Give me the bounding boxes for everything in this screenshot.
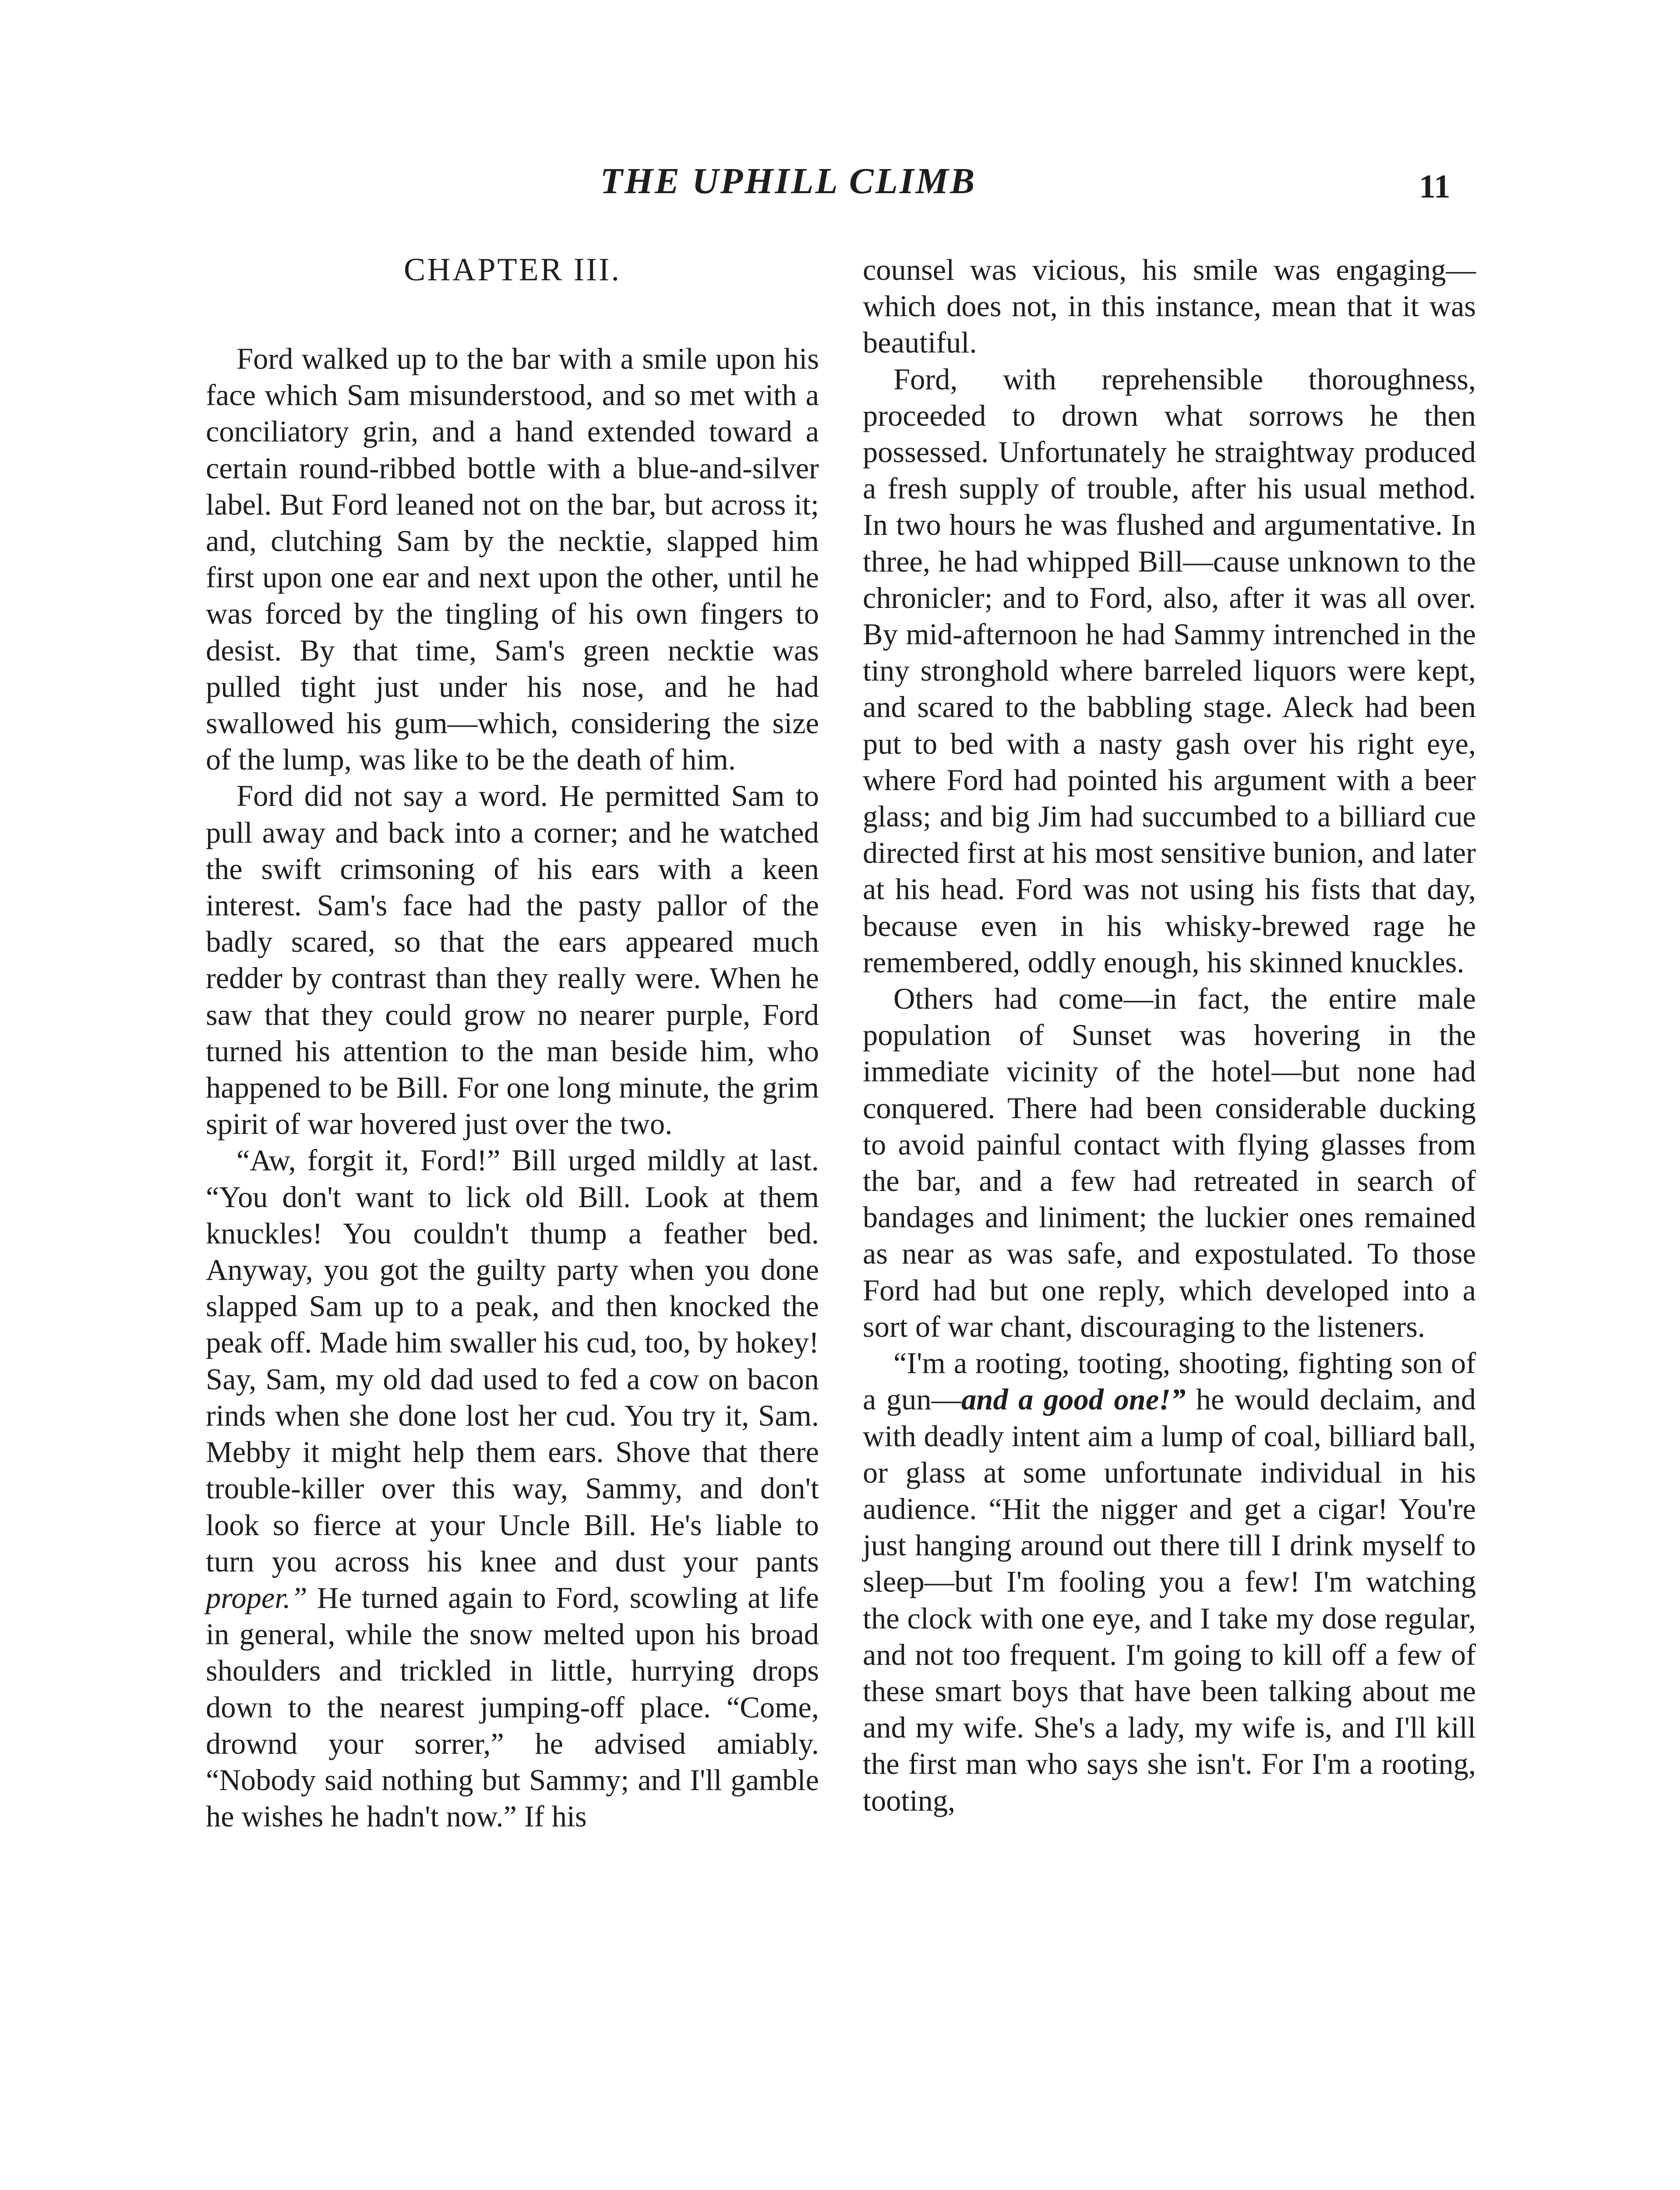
paragraph	[863, 1345, 1476, 1819]
paragraph: Ford walked up to the bar with a smile upon his face which Sam misunderstood, and so met with a conciliatory grin, and a hand extended toward a certain round-ribbed bottle with a blue-and-silver label. But Ford leaned not on the bar, but across it; and, clutching Sam by the necktie, slapped him first upon one ear and next upon the other, until he was forced by the tingling of his own fingers to desist. By that time, Sam's green necktie was pulled tight just under his nose, and he had swallowed his gum—which, considering the size of the lump, was like to be the death of him.	[206, 342, 819, 777]
paragraph-text: he would declaim, and with deadly intent aim a lump of coal, billiard ball, or glass at some unfortunate individual in his audience. “Hit the nigger and get a cigar! You're just hanging around out there till I drink myself to sleep—but I'm fooling you a few! I'm watching the clock with one eye, and I take my dose regular, and not too frequent. I'm going to kill off a few of these smart boys that have been talking about me and my wife. She's a lady, my wife is, and I'll kill the first man who says she isn't. For I'm a rooting, tooting,	[863, 1383, 1476, 1817]
paragraph: Others had come—in fact, the entire male population of Sunset was hovering in the immediate vicinity of the hotel—but none had conquered. There had been considerable ducking to avoid painful contact with flying glasses from the bar, and a few had retreated in search of bandages and liniment; the luckier ones remained as near as was safe, and expostulated. To those Ford had but one reply, which developed into a sort of war chant, discouraging to the listeners.	[863, 982, 1476, 1343]
paragraph-text: He turned again to Ford, scowling at life in general, while the snow melted upon his broad shoulders and trickled in little, hurrying drops down to the nearest jumping-off place. “Come, drownd your sorrer,” he advised amiably. “Nobody said nothing but Sammy; and I'll gamble he wishes he hadn't now.” If his	[206, 1581, 819, 1833]
paragraph-text: “Aw, forgit it, Ford!” Bill urged mildly at last. “You don't want to lick old Bill. Look at them knuckles! You couldn't thump a feather bed. Anyway, you got the guilty party when you done slapped Sam up to a peak, and then knocked the peak off. Made him swaller his cud, too, by hokey! Say, Sam, my old dad used to fed a cow on bacon rinds when she done lost her cud. You try it, Sam. Mebby it might help them ears. Shove that there trouble-killer over this way, Sammy, and don't look so fierce at your Uncle Bill. He's liable to turn you across his knee and dust your pants	[206, 1144, 819, 1578]
running-title: THE UPHILL CLIMB	[600, 161, 977, 201]
left-column	[206, 252, 819, 1835]
paragraph: Ford did not say a word. He permitted Sam to pull away and back into a corner; and he watched the swift crimsoning of his ears with a keen interest. Sam's face had the pasty pallor of the badly scared, so that the ears appeared much redder by contrast than they really were. When he saw that they could grow no nearer purple, Ford turned his attention to the man beside him, who happened to be Bill. For one long minute, the grim spirit of war hovered just over the two.	[206, 779, 819, 1141]
paragraph-continued: counsel was vicious, his smile was engaging—which does not, in this instance, mean that it was beautiful.	[863, 253, 1476, 360]
paragraph-text: “I'm a rooting, tooting, shooting, fighting son of a gun—	[863, 1346, 1476, 1416]
page-header	[0, 160, 1680, 217]
italic-text: proper.”	[206, 1581, 307, 1614]
right-column	[863, 252, 1476, 1819]
paragraph: Ford, with reprehensible thoroughness, proceeded to drown what sorrows he then possessed. Unfortunately he straightway produced a fresh supply of trouble, after his usual method. In two hours he was flushed and argumentative. In three, he had whipped Bill—cause unknown to the chronicler; and to Ford, also, after it was all over. By mid-afternoon he had Sammy intrenched in the tiny stronghold where barreled liquors were kept, and scared to the babbling stage. Aleck had been put to bed with a nasty gash over his right eye, where Ford had pointed his argument with a beer glass; and big Jim had succumbed to a billiard cue directed first at his most sensitive bunion, and later at his head. Ford was not using his fists that day, because even in his whisky-brewed rage he remembered, oddly enough, his skinned knuckles.	[863, 362, 1476, 979]
italic-text: and a good one!”	[961, 1383, 1186, 1416]
page-number: 11	[1419, 168, 1451, 205]
chapter-heading: CHAPTER III.	[403, 252, 621, 288]
paragraph	[206, 1142, 819, 1835]
